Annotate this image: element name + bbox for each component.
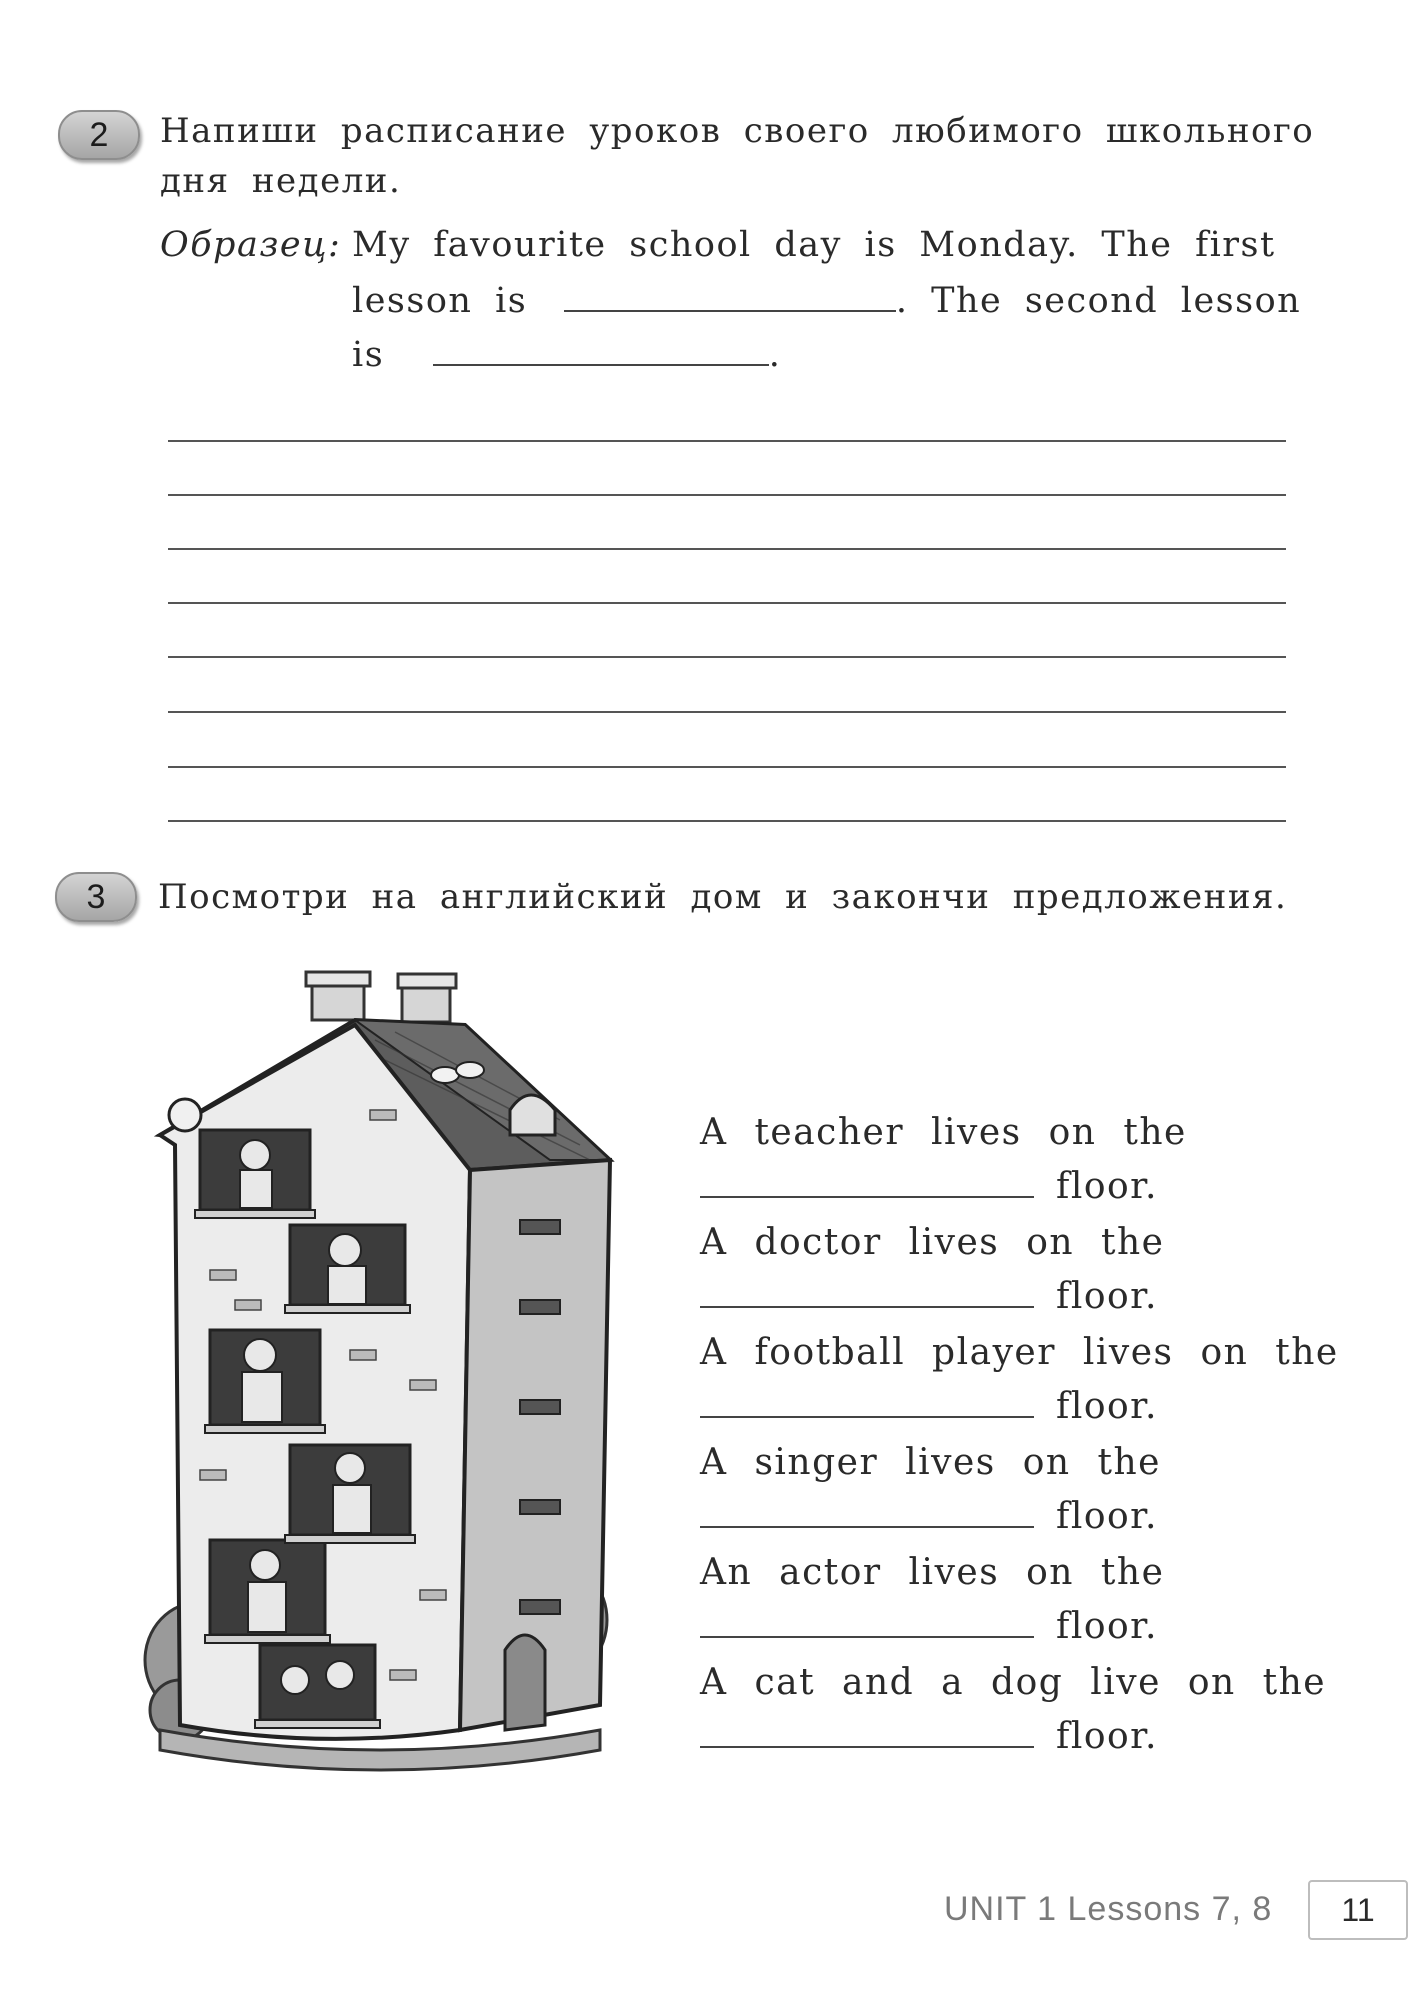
sample-line-2-end: . The second lesson	[895, 281, 1302, 321]
sample-line-2	[352, 276, 1301, 326]
sample-blank-2[interactable]	[433, 334, 769, 366]
writing-line-8[interactable]	[168, 820, 1286, 822]
sentence-5-blank[interactable]	[700, 1606, 1034, 1638]
sentence-2-blank[interactable]	[700, 1276, 1034, 1308]
page-number: 11	[1308, 1880, 1408, 1940]
task-2-number-badge: 2	[58, 110, 140, 160]
sentence-1-end: floor.	[1056, 1166, 1158, 1207]
writing-line-4[interactable]	[168, 602, 1286, 604]
sentence-1-start: A teacher lives on the	[700, 1112, 1187, 1153]
sentence-4-blank[interactable]	[700, 1496, 1034, 1528]
writing-line-1[interactable]	[168, 440, 1286, 442]
writing-line-6[interactable]	[168, 711, 1286, 713]
sentence-3-end: floor.	[1056, 1386, 1158, 1427]
footer-unit-label: UNIT 1 Lessons 7, 8	[944, 1890, 1273, 1928]
sentence-4-start: A singer lives on the	[700, 1442, 1161, 1483]
sentence-6-completion	[700, 1712, 1158, 1762]
sample-line-2-start: lesson is	[352, 281, 528, 321]
task-2-instruction-line-1: Напиши расписание уроков своего любимого школьного	[160, 111, 1315, 151]
sentence-6-end: floor.	[1056, 1716, 1158, 1757]
sentence-2-start: A doctor lives on the	[700, 1222, 1165, 1263]
sentence-6-start: A cat and a dog live on the	[700, 1662, 1327, 1703]
sample-label: Образец:	[160, 225, 342, 265]
sample-blank-1[interactable]	[564, 280, 896, 312]
sample-line-3	[352, 330, 781, 380]
writing-line-3[interactable]	[168, 548, 1286, 550]
task-3-number-badge: 3	[55, 872, 137, 922]
sentence-1-blank[interactable]	[700, 1166, 1034, 1198]
sentence-3-completion	[700, 1382, 1158, 1432]
sentence-2-completion	[700, 1272, 1158, 1322]
sentence-3-blank[interactable]	[700, 1386, 1034, 1418]
sentence-4-end: floor.	[1056, 1496, 1158, 1537]
sentence-2-end: floor.	[1056, 1276, 1158, 1317]
sentence-5-end: floor.	[1056, 1606, 1158, 1647]
sentence-1-completion	[700, 1162, 1158, 1212]
sample-line-1: My favourite school day is Monday. The first	[352, 225, 1276, 265]
sentence-5-completion	[700, 1602, 1158, 1652]
writing-line-5[interactable]	[168, 656, 1286, 658]
sentence-5-start: An actor lives on the	[700, 1552, 1165, 1593]
task-3-instruction: Посмотри на английский дом и закончи предложения.	[158, 877, 1288, 917]
sample-line-3-start: is	[352, 335, 385, 375]
writing-line-2[interactable]	[168, 494, 1286, 496]
writing-line-7[interactable]	[168, 766, 1286, 768]
sentence-6-blank[interactable]	[700, 1716, 1034, 1748]
house-illustration	[140, 970, 620, 1780]
sample-line-3-end: .	[768, 335, 782, 375]
sentence-3-start: A football player lives on the	[700, 1332, 1339, 1373]
sentence-4-completion	[700, 1492, 1158, 1542]
task-2-instruction-line-2: дня недели.	[160, 161, 402, 201]
